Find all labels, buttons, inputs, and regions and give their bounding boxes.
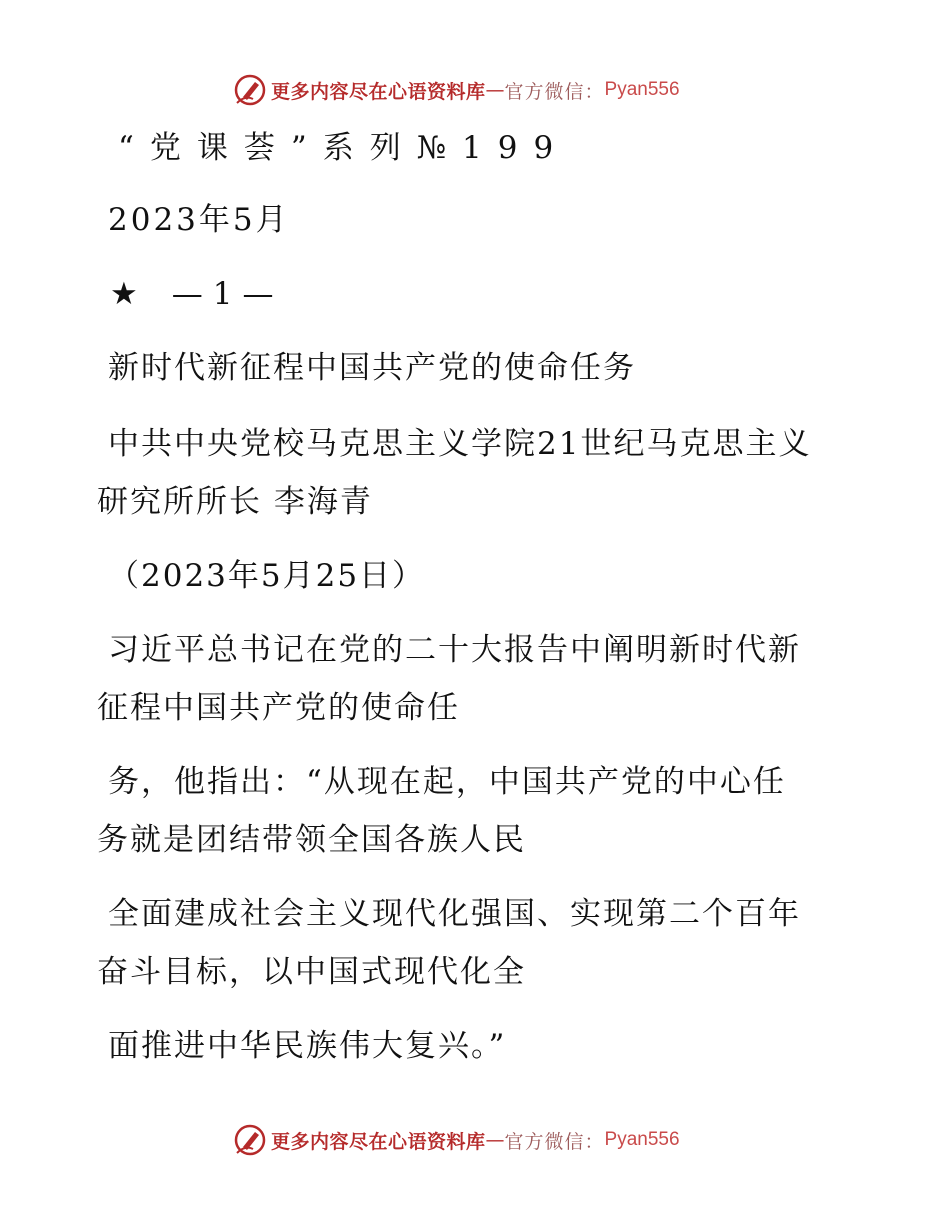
pen-logo-icon	[233, 1123, 267, 1157]
footer-watermark	[233, 1122, 680, 1158]
page-number-row	[110, 274, 950, 314]
author-line-2: 研究所所长 李海青	[97, 484, 373, 520]
watermark-dash: —	[485, 1129, 505, 1151]
body-line: 务，他指出：“从现在起，中国共产党的中心任	[108, 764, 786, 800]
watermark-text: 更多内容尽在心语资料库	[271, 1130, 486, 1153]
issue-date: 2023年5月	[108, 202, 290, 238]
body-line: 习近平总书记在党的二十大报告中阐明新时代新	[108, 632, 801, 668]
page-number: —1—	[171, 276, 284, 312]
body-line: 征程中国共产党的使命任	[97, 690, 460, 726]
pen-logo-icon	[233, 73, 267, 107]
body-line: 全面建成社会主义现代化强国、实现第二个百年	[108, 896, 801, 932]
body-line: 面推进中华民族伟大复兴。”	[108, 1028, 507, 1064]
watermark-wechat-id: Pyan556	[604, 1129, 680, 1150]
article-title: 新时代新征程中国共产党的使命任务	[108, 350, 636, 386]
author-line-1: 中共中央党校马克思主义学院21世纪马克思主义	[108, 426, 812, 462]
watermark-wechat-label: 官方微信：	[504, 1130, 605, 1153]
header-watermark	[233, 72, 680, 108]
body-line: 奋斗目标，以中国式现代化全	[97, 954, 526, 990]
watermark-wechat-id: Pyan556	[604, 79, 680, 100]
watermark-wechat-label: 官方微信：	[504, 80, 605, 103]
watermark-dash: —	[485, 79, 505, 101]
body-line: 务就是团结带领全国各族人民	[97, 822, 526, 858]
star-icon: ★	[110, 276, 138, 312]
series-title: “党课荟”系列№199	[118, 130, 570, 166]
watermark-text: 更多内容尽在心语资料库	[271, 80, 486, 103]
publication-date: （2023年5月25日）	[108, 558, 426, 594]
